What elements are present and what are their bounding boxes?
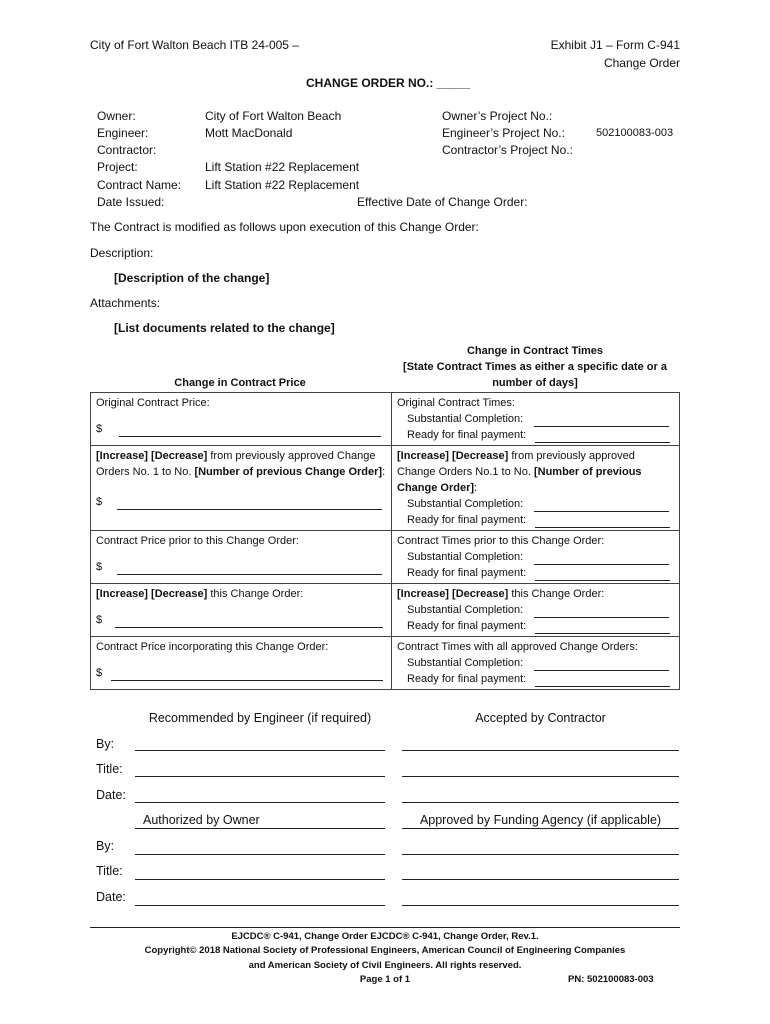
this-change-price-cell	[91, 584, 392, 637]
contractor-by-line[interactable]	[402, 750, 679, 751]
attachments-label: Attachments:	[90, 296, 161, 310]
price-incorporating-label: Contract Price incorporating this Change Order:	[96, 641, 329, 653]
header-form-name: Change Order	[603, 56, 680, 70]
previous-change-text: from previously approved Change Orders No.1 to No.	[397, 450, 635, 478]
by-label: By:	[96, 737, 115, 751]
increase-decrease-text: [Increase] [Decrease]	[96, 588, 208, 600]
substantial-completion-label: Substantial Completion:	[407, 413, 524, 425]
project-value: Lift Station #22 Replacement	[205, 160, 360, 174]
ready-for-payment-field[interactable]	[535, 674, 670, 687]
attachments-placeholder: [List documents related to the change]	[114, 321, 335, 335]
table-row	[91, 584, 680, 637]
accepted-by-contractor-heading: Accepted by Contractor	[475, 711, 606, 725]
agency-title-line[interactable]	[402, 879, 679, 880]
times-all-approved-label: Contract Times with all approved Change Orders:	[397, 641, 638, 653]
page-number: Page 1 of 1	[359, 974, 411, 985]
engineer-value: Mott MacDonald	[205, 126, 293, 140]
page-title: CHANGE ORDER NO.: _____	[306, 76, 471, 90]
header-exhibit: Exhibit J1 – Form C-941	[550, 38, 680, 52]
contractor-label: Contractor:	[97, 143, 157, 157]
engineer-by-line[interactable]	[135, 750, 385, 751]
original-times-cell	[392, 393, 680, 446]
ready-for-payment-field[interactable]	[535, 621, 670, 634]
project-number: PN: 502100083-003	[568, 974, 654, 985]
footer-copyright: Copyright© 2018 National Society of Professional Engineers, American Council of Engineering Companies	[144, 945, 626, 956]
times-column-heading: Change in Contract Times	[466, 345, 604, 357]
agency-date-line[interactable]	[402, 905, 679, 906]
substantial-completion-label: Substantial Completion:	[407, 551, 524, 563]
substantial-completion-label: Substantial Completion:	[407, 657, 524, 669]
previous-change-times-cell	[392, 446, 680, 531]
substantial-completion-field[interactable]	[534, 414, 669, 427]
dollar-sign: $	[96, 614, 103, 626]
engineer-label: Engineer:	[97, 126, 149, 140]
colon: :	[382, 466, 386, 478]
by-label: By:	[96, 839, 115, 853]
ready-for-payment-label: Ready for final payment:	[407, 567, 527, 579]
ready-for-payment-label: Ready for final payment:	[407, 429, 527, 441]
original-price-label: Original Contract Price:	[96, 397, 210, 409]
agency-heading-underline	[402, 828, 679, 829]
change-table	[90, 392, 680, 690]
number-previous-placeholder: [Number of previous Change Order]	[397, 466, 642, 494]
date-label: Date:	[96, 890, 126, 904]
footer-divider	[90, 927, 680, 928]
original-price-cell	[91, 393, 392, 446]
price-prior-cell	[91, 531, 392, 584]
engineers-project-label: Engineer’s Project No.:	[442, 126, 565, 140]
substantial-completion-field[interactable]	[534, 552, 669, 565]
engineer-title-line[interactable]	[135, 776, 385, 777]
title-label: Title:	[96, 762, 123, 776]
increase-decrease-text: [Increase] [Decrease]	[96, 450, 208, 462]
table-row	[91, 637, 680, 690]
number-previous-placeholder: [Number of previous Change Order]	[194, 466, 383, 478]
original-price-field[interactable]	[119, 424, 381, 437]
contractor-date-line[interactable]	[402, 802, 679, 803]
table-row	[91, 446, 680, 531]
contractors-project-label: Contractor’s Project No.:	[442, 143, 573, 157]
modified-statement: The Contract is modified as follows upon execution of this Change Order:	[90, 220, 479, 234]
owner-by-line[interactable]	[135, 854, 385, 855]
this-change-times-cell	[392, 584, 680, 637]
ready-for-payment-label: Ready for final payment:	[407, 514, 527, 526]
this-change-text: this Change Order:	[508, 588, 605, 600]
project-label: Project:	[97, 160, 138, 174]
price-prior-label: Contract Price prior to this Change Order:	[96, 535, 299, 547]
ready-for-payment-label: Ready for final payment:	[407, 673, 527, 685]
owner-title-line[interactable]	[135, 879, 385, 880]
contract-name-label: Contract Name:	[97, 178, 182, 192]
times-prior-label: Contract Times prior to this Change Order:	[397, 535, 605, 547]
price-incorporating-field[interactable]	[111, 668, 383, 681]
title-label: Title:	[96, 864, 123, 878]
this-change-price-field[interactable]	[115, 615, 383, 628]
owner-value: City of Fort Walton Beach	[205, 109, 342, 123]
times-all-approved-cell	[392, 637, 680, 690]
table-row	[91, 393, 680, 446]
this-change-text: this Change Order:	[207, 588, 304, 600]
engineers-project-value: 502100083-003	[596, 127, 674, 139]
previous-change-price-field[interactable]	[117, 497, 382, 510]
ready-for-payment-field[interactable]	[535, 430, 670, 443]
table-row	[91, 531, 680, 584]
effective-date-label: Effective Date of Change Order:	[357, 195, 528, 209]
dollar-sign: $	[96, 496, 103, 508]
description-placeholder: [Description of the change]	[114, 271, 270, 285]
dollar-sign: $	[96, 561, 103, 573]
price-incorporating-cell	[91, 637, 392, 690]
engineer-date-line[interactable]	[135, 802, 385, 803]
date-label: Date:	[96, 788, 126, 802]
owner-date-line[interactable]	[135, 905, 385, 906]
substantial-completion-field[interactable]	[534, 605, 669, 618]
approved-by-funding-agency-heading: Approved by Funding Agency (if applicable)	[419, 813, 662, 827]
increase-decrease-text: [Increase] [Decrease]	[397, 588, 509, 600]
ready-for-payment-label: Ready for final payment:	[407, 620, 527, 632]
substantial-completion-label: Substantial Completion:	[407, 604, 524, 616]
authorized-by-owner-heading: Authorized by Owner	[143, 813, 260, 827]
ready-for-payment-field[interactable]	[535, 568, 670, 581]
header-left: City of Fort Walton Beach ITB 24-005 –	[90, 38, 299, 52]
owner-heading-underline	[135, 828, 385, 829]
times-heading-note: [State Contract Times as either a specific date or a	[403, 361, 667, 373]
ready-for-payment-field[interactable]	[535, 515, 670, 528]
previous-change-text: from previously approved Change Orders No. 1 to No.	[96, 450, 376, 478]
recommended-by-engineer-heading: Recommended by Engineer (if required)	[148, 711, 372, 725]
agency-by-line[interactable]	[402, 854, 679, 855]
date-issued-label: Date Issued:	[97, 195, 165, 209]
owners-project-label: Owner’s Project No.:	[442, 109, 553, 123]
dollar-sign: $	[96, 423, 103, 435]
substantial-completion-field[interactable]	[534, 658, 669, 671]
substantial-completion-field[interactable]	[534, 499, 669, 512]
colon: :	[474, 482, 478, 494]
dollar-sign: $	[96, 667, 103, 679]
contractor-title-line[interactable]	[402, 776, 679, 777]
description-label: Description:	[90, 246, 154, 260]
owner-label: Owner:	[97, 109, 136, 123]
increase-decrease-text: [Increase] [Decrease]	[397, 450, 509, 462]
contract-name-value: Lift Station #22 Replacement	[205, 178, 360, 192]
substantial-completion-label: Substantial Completion:	[407, 498, 524, 510]
price-prior-field[interactable]	[117, 562, 382, 575]
footer-rights: and American Society of Civil Engineers. All rights reserved.	[248, 960, 522, 971]
footer-form-reference: EJCDC® C-941, Change Order EJCDC® C-941, Change Order, Rev.1.	[231, 931, 539, 942]
original-times-label: Original Contract Times:	[397, 397, 515, 409]
price-column-heading: Change in Contract Price	[174, 377, 306, 389]
times-heading-note-2: number of days]	[492, 377, 578, 389]
times-prior-cell	[392, 531, 680, 584]
previous-change-price-cell	[91, 446, 392, 531]
